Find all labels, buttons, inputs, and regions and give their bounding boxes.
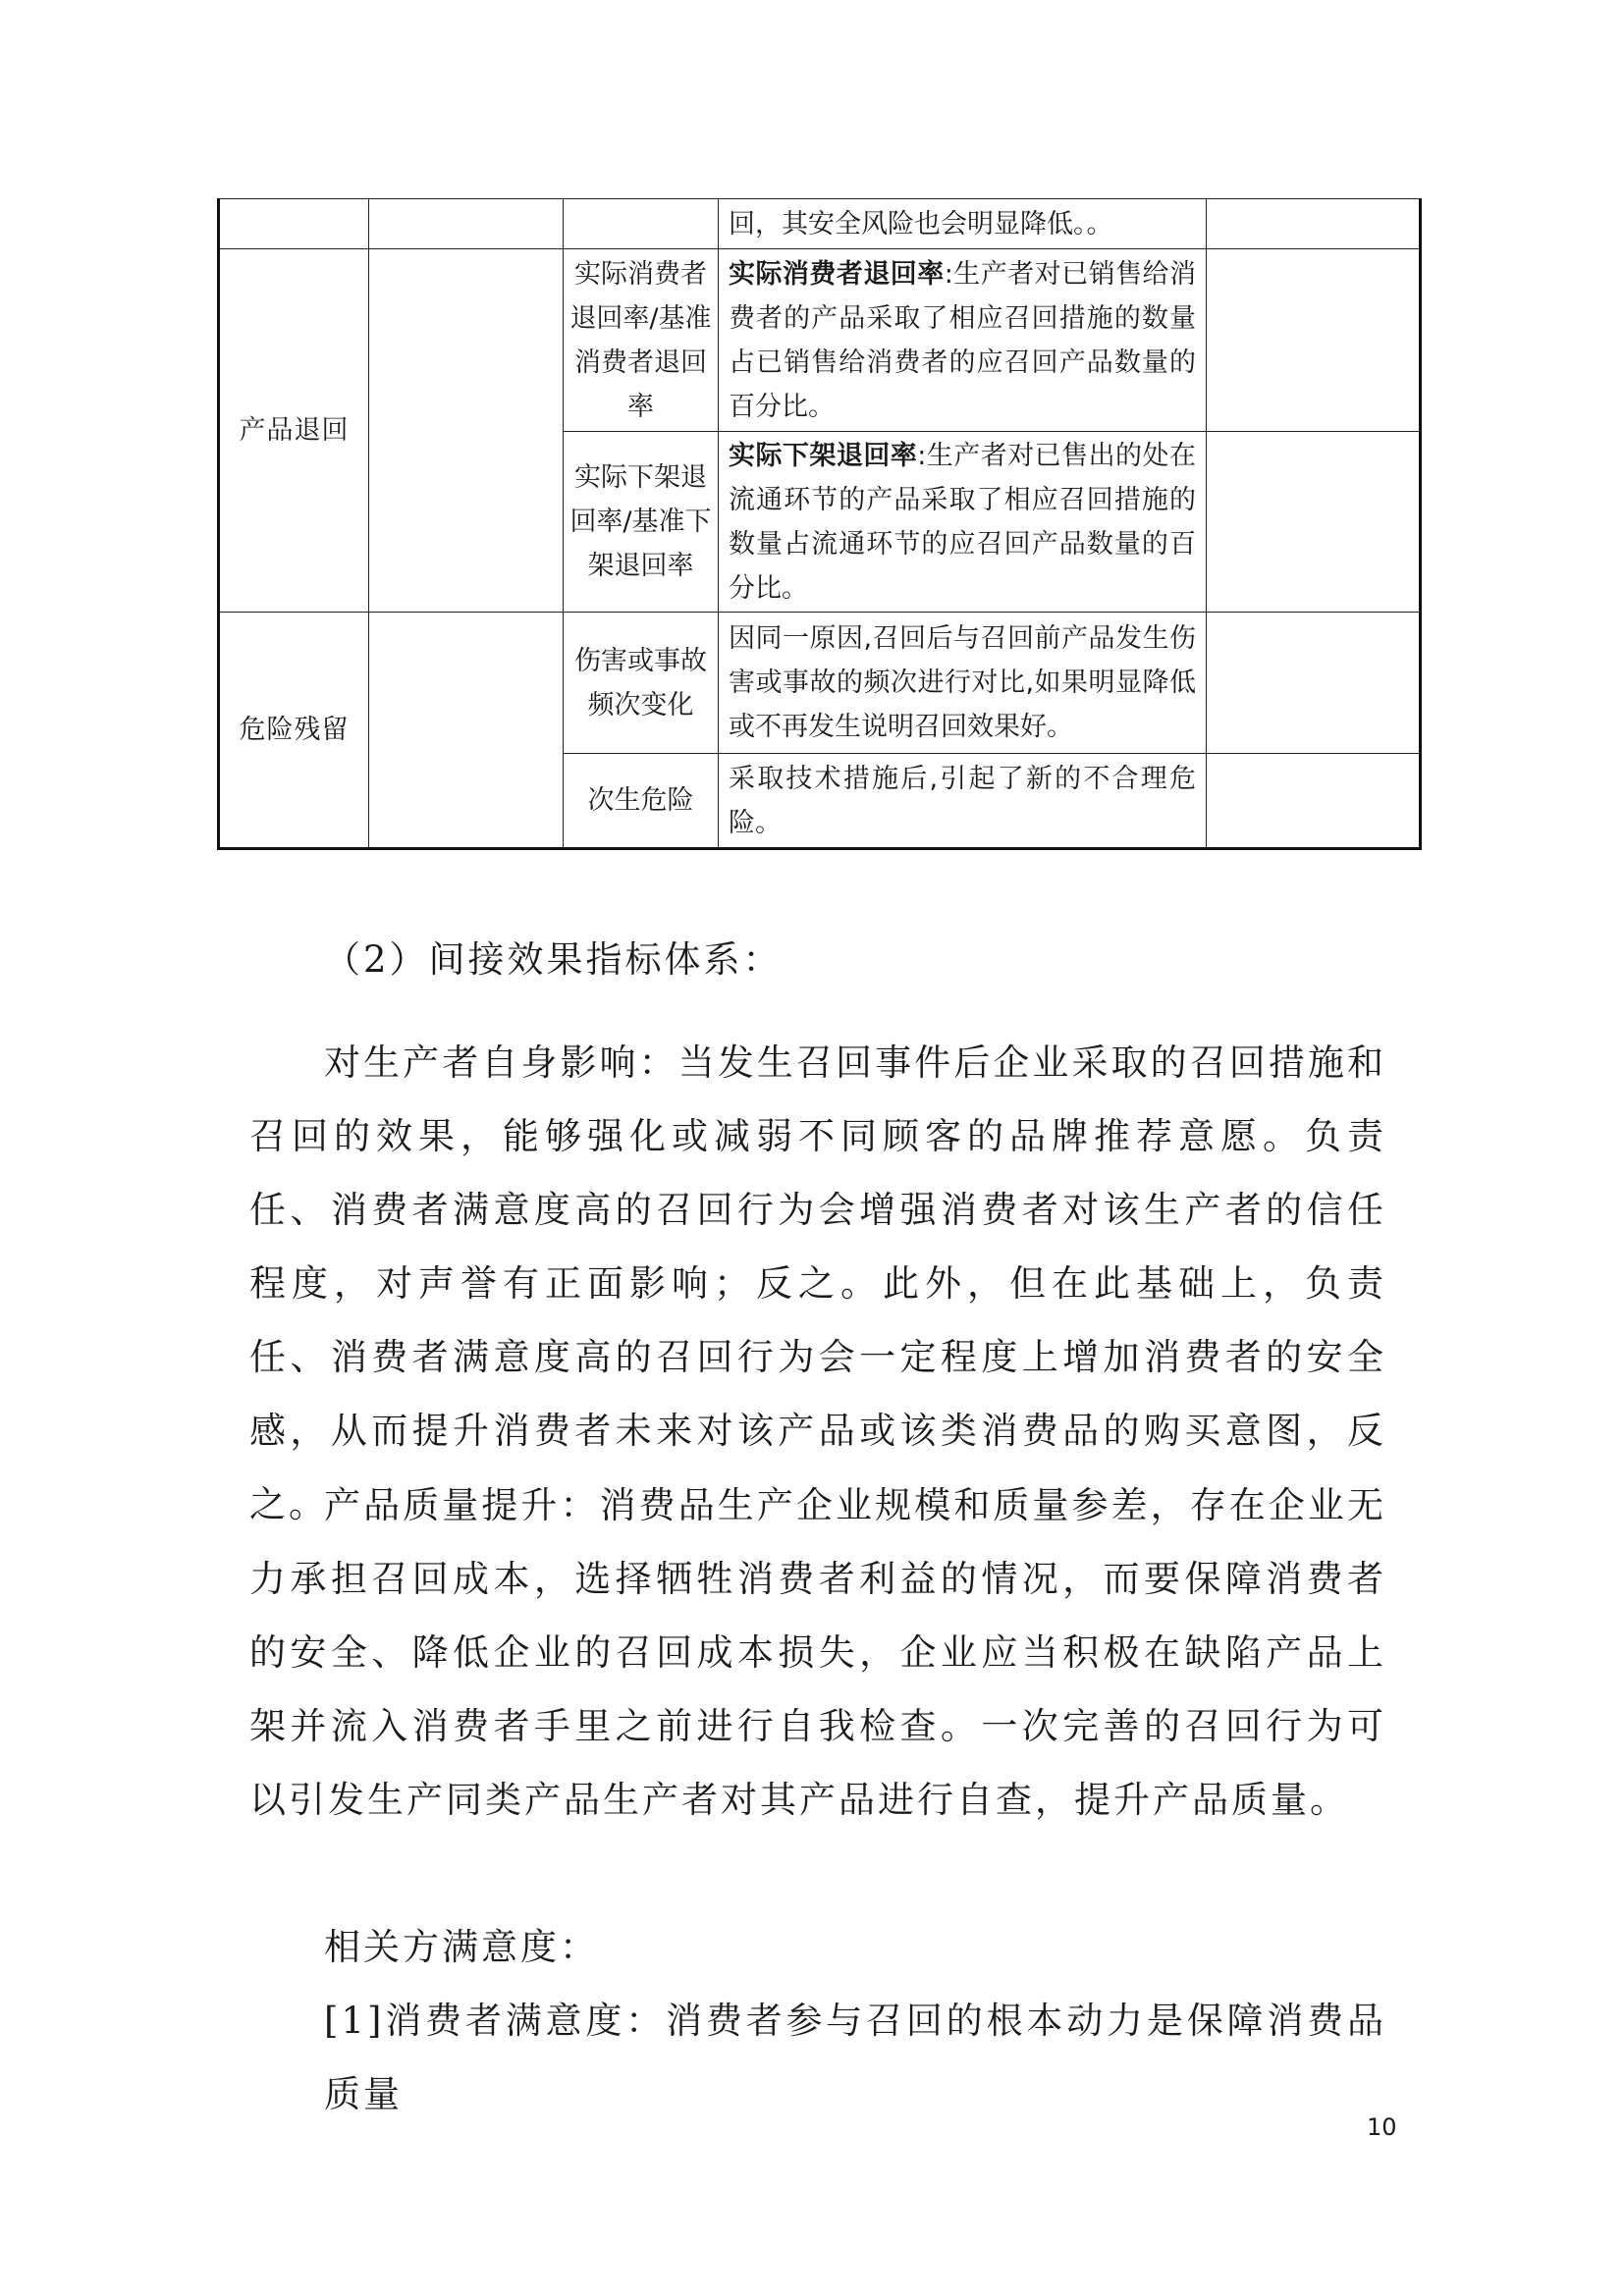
table-cell-description: [719, 432, 1207, 613]
table-cell-description: 回，其安全风险也会明显降低。。: [719, 199, 1207, 249]
metric-term: 实际消费者退回率: [729, 258, 945, 290]
table-cell-empty: [1207, 754, 1421, 849]
metric-term: 实际下架退回率: [729, 440, 918, 471]
table-cell-empty: [369, 613, 564, 849]
table-cell-empty: [1207, 432, 1421, 613]
table-cell-empty: [1207, 613, 1421, 754]
table-row: [219, 249, 1421, 432]
table-row: [219, 613, 1421, 754]
metric-definition: :生产者对已销售给消费者的产品采取了相应召回措施的数量占已销售给消费者的应召回产品数量的百分比。: [729, 258, 1196, 422]
table-cell-empty: [369, 249, 564, 613]
table-cell-empty: [1207, 199, 1421, 249]
table-row: [219, 199, 1421, 249]
paragraph-consumer-satisfaction: [1]消费者满意度：消费者参与召回的根本动力是保障消费品质量: [324, 2000, 1386, 2115]
recall-effect-indicator-table: [217, 198, 1422, 850]
paragraph-stakeholder-satisfaction: 相关方满意度：: [324, 1926, 599, 1968]
table-cell-empty: [564, 199, 719, 249]
table-cell-metric: 次生危险: [564, 754, 719, 849]
table-cell-metric: 实际下架退回率/基准下架退回率: [564, 432, 719, 613]
table-cell-empty: [219, 199, 369, 249]
paragraph-quality-improvement: 产品质量提升：消费品生产企业规模和质量参差，存在企业无力承担召回成本，选择牺牲消费者利益的情况，而要保障消费者的安全、降低企业的召回成本损失，企业应当积极在缺陷产品上架并流入消费者手里之前进行自我检查。一次完善的召回行为可以引发生产同类产品生产者对其产品进行自查，提升产品质量。: [249, 1484, 1386, 1821]
table-cell-category: 危险残留: [219, 613, 369, 849]
table-cell-description: 因同一原因,召回后与召回前产品发生伤害或事故的频次进行对比,如果明显降低或不再发生说明召回效果好。: [719, 613, 1207, 754]
table-cell-metric: 实际消费者退回率/基准消费者退回率: [564, 249, 719, 432]
table-cell-empty: [369, 199, 564, 249]
section-heading: （2）间接效果指标体系：: [324, 938, 783, 981]
table-cell-description: 采取技术措施后,引起了新的不合理危险。: [719, 754, 1207, 849]
table-cell-description: [719, 249, 1207, 432]
table-cell-category: 产品退回: [219, 249, 369, 613]
page-number: 10: [1367, 2113, 1397, 2141]
table-cell-empty: [1207, 249, 1421, 432]
metric-definition: :生产者对已售出的处在流通环节的产品采取了相应召回措施的数量占流通环节的应召回产品数量的百分比。: [729, 440, 1196, 604]
table-cell-metric: 伤害或事故频次变化: [564, 613, 719, 754]
paragraph-producer-impact: 对生产者自身影响：当发生召回事件后企业采取的召回措施和召回的效果，能够强化或减弱不同顾客的品牌推荐意愿。负责任、消费者满意度高的召回行为会增强消费者对该生产者的信任程度，对声誉有正面影响；反之。此外，但在此基础上，负责任、消费者满意度高的召回行为会一定程度上增加消费者的安全感，从而提升消费者未来对该产品或该类消费品的购买意图，反之。: [249, 1041, 1386, 1525]
